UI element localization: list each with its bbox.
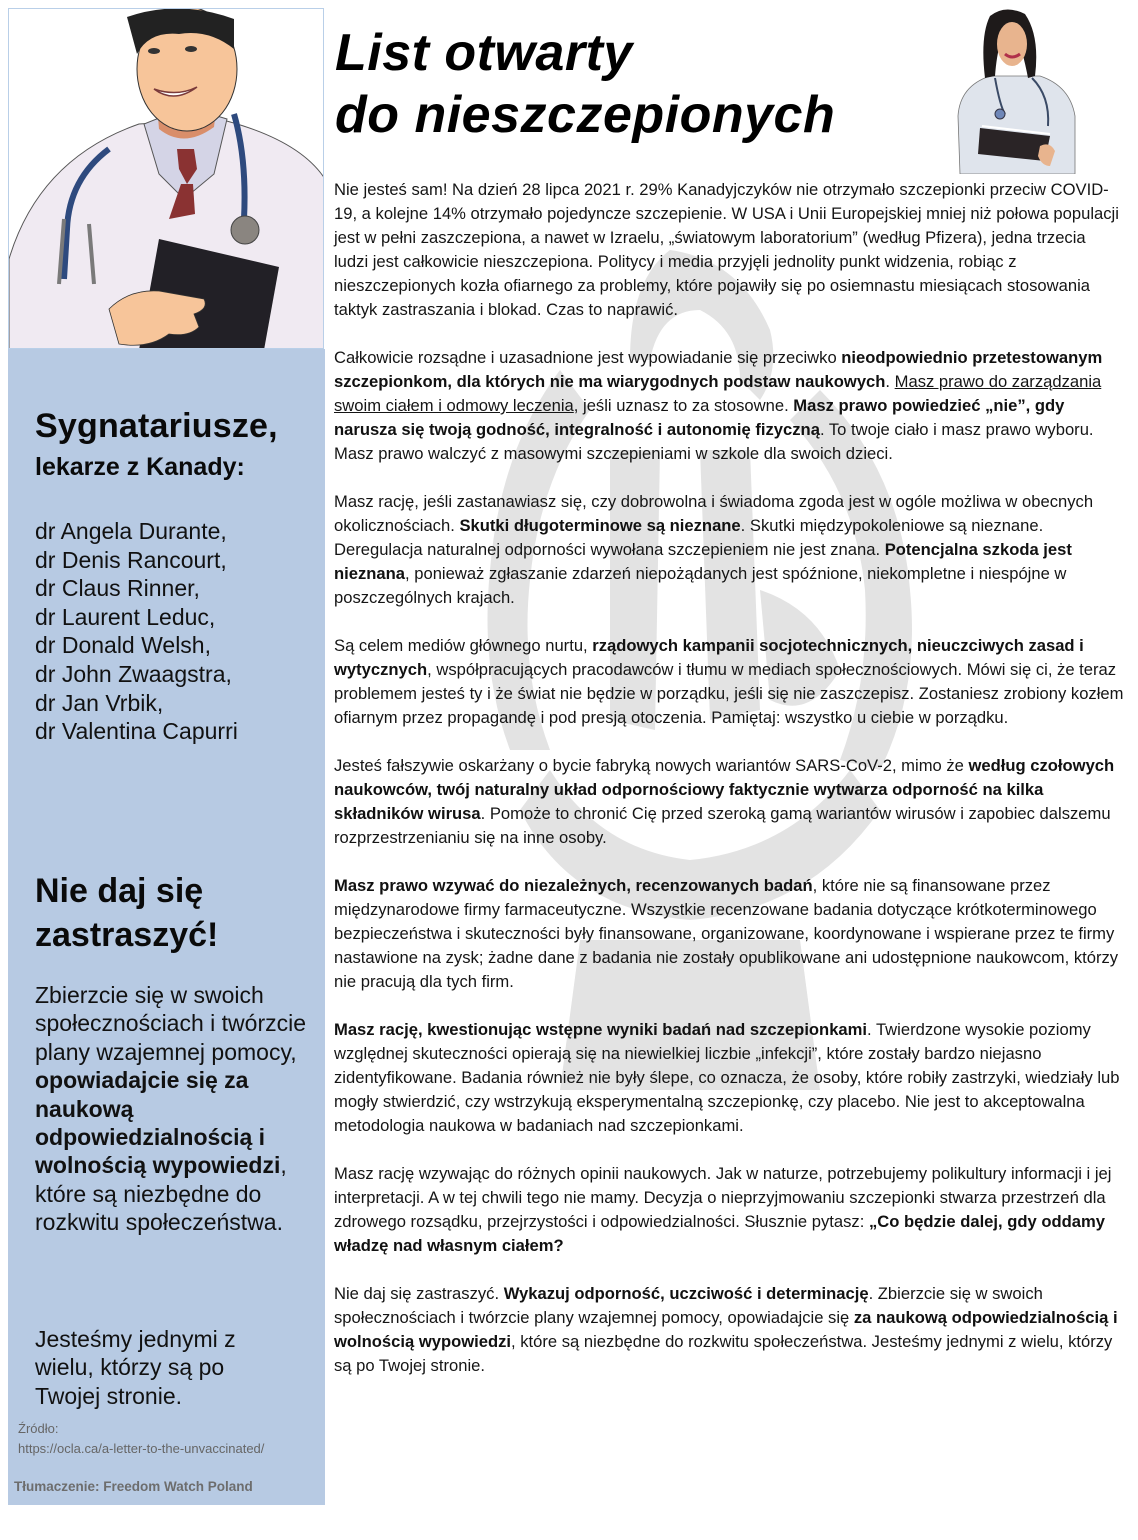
text: Są celem mediów głównego nurtu, <box>334 636 593 655</box>
signatory: dr Angela Durante, <box>35 518 227 544</box>
callout-text: , które są niezbędne do rozkwitu społeczeństwa. <box>35 1152 287 1236</box>
bold-text: Wykazuj odporność, uczciwość i determinację <box>503 1284 869 1303</box>
paragraph <box>334 634 1124 730</box>
paragraph <box>334 1282 1124 1378</box>
paragraph <box>334 346 1124 466</box>
text: . Pomoże to chronić Cię przed szeroką gamą wariantów wirusów i zapobiec dalszemu rozprzestrzenianiu się na inne osoby. <box>334 804 1111 847</box>
bold-text: „Co będzie dalej, gdy oddamy władzę nad własnym ciałem? <box>334 1212 1105 1255</box>
signatory: dr Donald Welsh, <box>35 632 211 659</box>
left-column <box>8 8 325 1505</box>
signatories-title: Sygnatariusze, <box>35 407 278 445</box>
paragraph <box>334 754 1124 850</box>
bold-text: Potencjalna szkoda jest nieznana <box>334 540 1072 583</box>
text: . <box>885 372 895 391</box>
callout-title: Nie daj się zastraszyć! <box>35 872 219 954</box>
bold-text: według czołowych naukowców, twój naturalny układ odpornościowy faktycznie wytwarza odporność na kilka składników wirusa <box>334 756 1115 823</box>
bold-text: Masz prawo powiedzieć „nie”, gdy narusza się twoją godność, integralność i autonomię fizyczną <box>334 396 1065 439</box>
text: , które nie są finansowane przez międzynarodowe firmy farmaceutyczne. Wszystkie recenzowane badania dotyczące krótkoterminowego bezpieczeństwa i skuteczności były finansowane, organizowane, koordynowane i wspierane przez te firmy nastawione na zysk; żadne dane z badania nie zostały opublikowane ani udostępnione naukowcom, którzy nie pracują dla tych firm. <box>334 876 1119 991</box>
text: , które są niezbędne do rozkwitu społeczeństwa. Jesteśmy jednymi z wielu, którzy są po Twojej stronie. <box>334 1332 1113 1375</box>
source-url[interactable]: https://ocla.ca/a-letter-to-the-unvaccinated/ <box>18 1441 265 1456</box>
signatory: dr Valentina Capurri <box>35 718 238 745</box>
paragraph <box>334 1162 1124 1258</box>
signatory: dr Jan Vrbik, <box>35 689 164 716</box>
text: Nie daj się zastraszyć. <box>334 1284 504 1303</box>
letter-body <box>334 178 1124 1402</box>
paragraph: Nie jesteś sam! Na dzień 28 lipca 2021 r. 29% Kanadyjczyków nie otrzymało szczepionki przeciw COVID-19, a kolejne 14% otrzymało pojedyncze szczepienie. W USA i Unii Europejskiej mniej niż połowa populacji jest w pełni zaszczepiona, a nawet w Izraelu, „światowym laboratorium” (według Pfizera), jedna trzecia ludzi jest całkowicie nieszczepiona. Politycy i media przyjęli jednolity punkt widzenia, robiąc z nieszczepionych kozła ofiarnego za problemy, które pojawiły się po osiemnastu miesiącach stosowania taktyk zastraszania i blokad. Czas to naprawić. <box>334 180 1119 319</box>
source-label: Źródło: <box>18 1421 59 1436</box>
signatory: dr John Zwaagstra, <box>35 660 232 687</box>
callout-bold-text: opowiadajcie się za naukową odpowiedzialnością i wolnością wypowiedzi <box>35 1067 281 1179</box>
paragraph <box>334 1018 1124 1138</box>
text: Jesteś fałszywie oskarżany o bycie fabryką nowych wariantów SARS-CoV-2, mimo że <box>334 756 969 775</box>
female-doctor-illustration <box>950 6 1085 174</box>
text: , jeśli uznasz to za stosowne. <box>573 396 794 415</box>
female-doctor-icon <box>950 6 1085 174</box>
paragraph <box>334 874 1124 994</box>
paragraph <box>334 490 1124 610</box>
bold-text: Skutki długoterminowe są nieznane <box>459 516 741 535</box>
bold-text: Masz prawo wzywać do niezależnych, recenzowanych badań <box>334 876 813 895</box>
bold-text: za naukową odpowiedzialnością i wolnością wypowiedzi <box>334 1308 1118 1351</box>
title-line: List otwarty <box>335 24 633 82</box>
signatory: dr Denis Rancourt, <box>35 546 227 573</box>
bold-text: Masz rację, kwestionując wstępne wyniki badań nad szczepionkami <box>334 1020 868 1039</box>
page-title <box>335 22 835 146</box>
text: , ponieważ zgłaszanie zdarzeń niepożądanych jest spóźnione, niekompletne i niespójne w poszczególnych krajach. <box>334 564 1067 607</box>
title-line: do nieszczepionych <box>335 86 836 144</box>
text: Całkowicie rozsądne i uzasadnione jest wypowiadanie się przeciwko <box>334 348 842 367</box>
signatory: dr Laurent Leduc, <box>35 603 216 630</box>
bold-text: nieodpowiednio przetestowanym szczepionkom, dla których nie ma wiarygodnych podstaw naukowych <box>334 348 1103 391</box>
text: Masz rację wzywając do różnych opinii naukowych. Jak w naturze, potrzebujemy polikultury informacji i jej interpretacji. A w tej chwili tego nie mamy. Decyzja o nieprzyjmowaniu szczepionki stwarza przestrzeń dla zdrowego rozsądku, przejrzystości i odpowiedzialności. Słusznie pytasz: <box>334 1164 1112 1231</box>
callout-body <box>35 981 315 1237</box>
male-doctor-icon <box>9 9 324 349</box>
text: . To twoje ciało i masz prawo wyboru. Masz prawo walczyć z masowymi szczepieniami w szkole dla swoich dzieci. <box>334 420 1094 463</box>
signatory: dr Claus Rinner, <box>35 575 200 602</box>
bold-text: rządowych kampanii socjotechnicznych, nieuczciwych zasad i wytycznych <box>334 636 1084 679</box>
text: . Twierdzone wysokie poziomy względnej skuteczności opierają się na niewielkiej liczbie „infekcji”, które zostały bardzo niejasno zidentyfikowane. Badania również nie były ślepe, co oznacza, że osoby, które robiły zastrzyki, wiedziały lub mogły stwierdzić, czy wstrzykują eksperymentalną szczepionkę, czy placebo. Nie jest to akceptowalna metodologia naukowa w badaniach nad szczepionkami. <box>334 1020 1120 1135</box>
text: Masz rację, jeśli zastanawiasz się, czy dobrowolna i świadoma zgoda jest w ogóle możliwa w obecnych okolicznościach. <box>334 492 1094 535</box>
male-doctor-illustration <box>8 8 324 349</box>
underlined-text: Masz prawo do zarządzania swoim ciałem i odmowy leczenia <box>334 372 1102 415</box>
closing-text: Jesteśmy jednymi z wielu, którzy są po Twojej stronie. <box>35 1326 236 1409</box>
text: . Zbierzcie się w swoich społecznościach i twórzcie plany wzajemnej pomocy, opowiadajcie się <box>334 1284 1043 1327</box>
signatories-panel <box>8 349 325 1505</box>
text: , współpracujących pracodawców i tłumu w mediach społecznościowych. Mówi się ci, że teraz problemem jesteś ty i że świat nie będzie w porządku, jeśli się nie zaszczepisz. Zostaniesz zrobiony kozłem ofiarnym przez propagandę i pod presją otoczenia. Pamiętaj: wszystko u ciebie w porządku. <box>334 660 1124 727</box>
signatories-list <box>35 517 238 746</box>
signatories-subtitle: lekarze z Kanady: <box>35 453 245 481</box>
translation-credit: Tłumaczenie: Freedom Watch Poland <box>14 1479 253 1494</box>
text: . Skutki międzypokoleniowe są nieznane. Deregulacja naturalnej odporności wywołana szczepieniem nie jest znana. <box>334 516 1044 559</box>
callout-text: Zbierzcie się w swoich społecznościach i twórzcie plany wzajemnej pomocy, <box>35 982 307 1065</box>
